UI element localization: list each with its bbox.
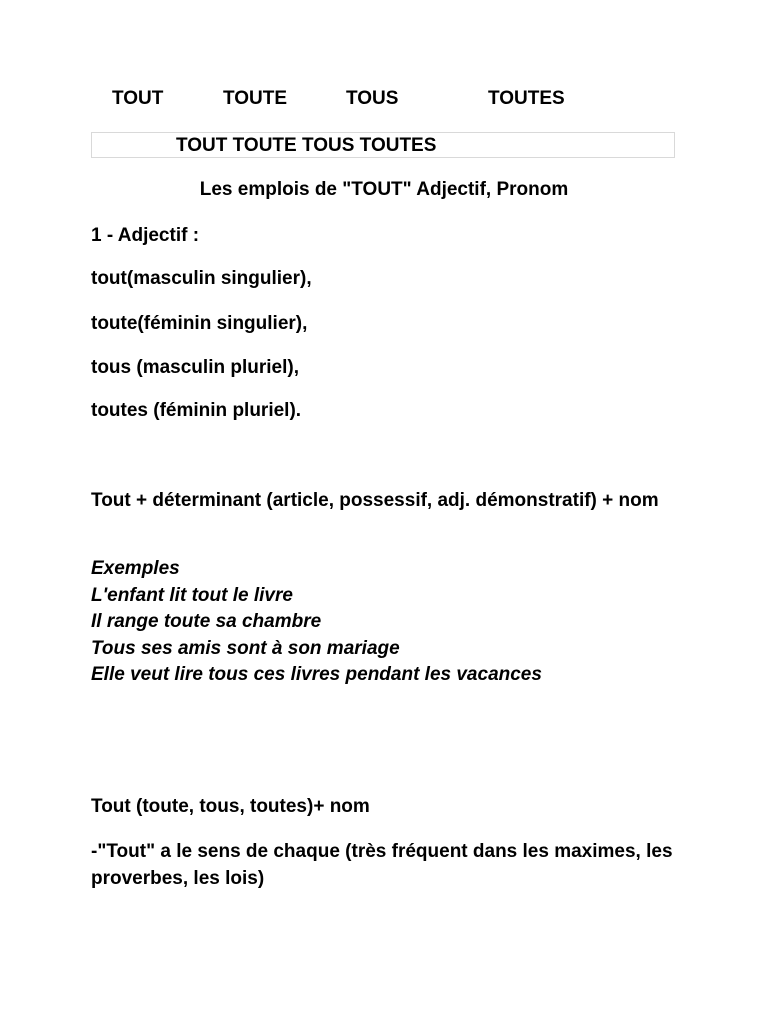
rule-tout-description: -"Tout" a le sens de chaque (très fréquent dans les maximes, les proverbes, les lois): [91, 841, 673, 889]
header-word-tous: TOUS: [346, 88, 399, 109]
header-word-toutes: TOUTES: [488, 88, 565, 109]
header-word-tout: TOUT: [112, 88, 164, 109]
form-item: toutes (féminin pluriel).: [91, 400, 302, 421]
form-item: toute(féminin singulier),: [91, 313, 308, 334]
header-word-toute: TOUTE: [223, 88, 288, 109]
rule-tout-nom: Tout (toute, tous, toutes)+ nom: [91, 796, 370, 817]
form-item: tous (masculin pluriel),: [91, 357, 299, 378]
examples-heading: Exemples: [91, 558, 180, 579]
example-item: Elle veut lire tous ces livres pendant les vacances: [91, 664, 542, 685]
header-words-row: [0, 88, 768, 112]
form-item: tout(masculin singulier),: [91, 268, 312, 289]
example-item: Tous ses amis sont à son mariage: [91, 637, 400, 659]
boxed-title-text: TOUT TOUTE TOUS TOUTES: [176, 135, 437, 156]
example-item: L'enfant lit tout le livre: [91, 584, 293, 606]
example-item: Il range toute sa chambre: [91, 611, 322, 632]
page-subtitle: Les emplois de "TOUT" Adjectif, Pronom: [199, 179, 569, 200]
section-heading-adjectif: 1 - Adjectif :: [91, 225, 200, 246]
boxed-title: [91, 132, 675, 158]
examples-block: [91, 556, 542, 689]
rule-determinant: Tout + déterminant (article, possessif, adj. démonstratif) + nom: [91, 490, 659, 511]
